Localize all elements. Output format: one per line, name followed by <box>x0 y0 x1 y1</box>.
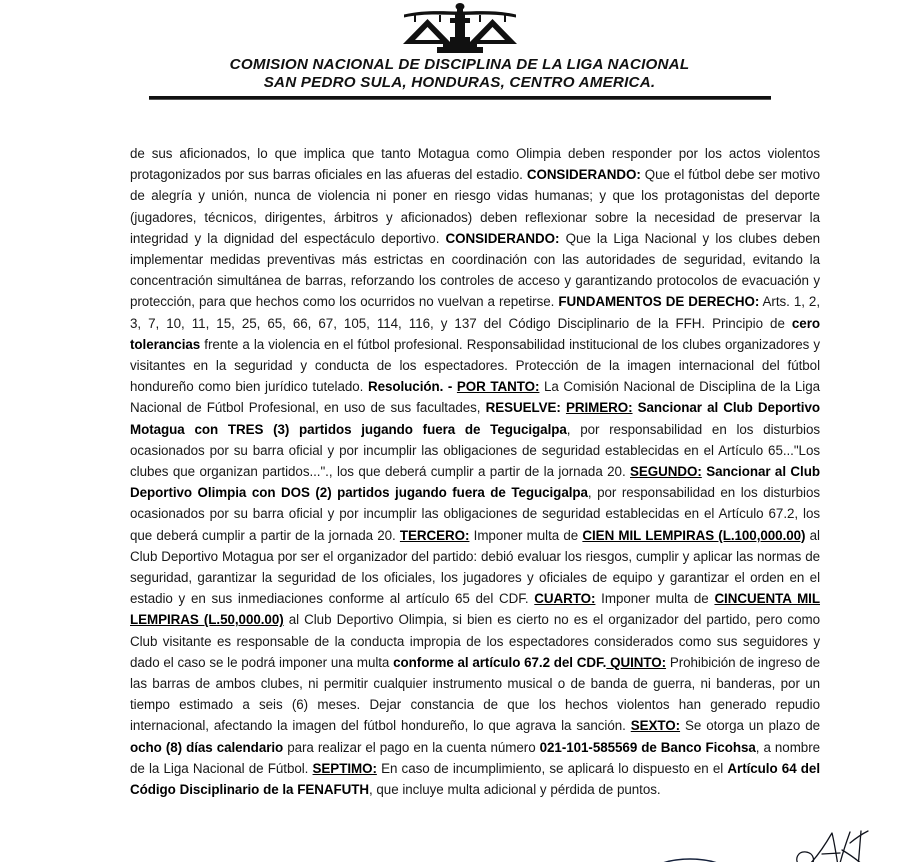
sanction-primero-text: Sancionar al Club Deportivo Motagua con TRES (3) partidos jugando fuera de Tegucigalpa <box>130 400 820 437</box>
heading-segundo: SEGUNDO: <box>630 464 702 480</box>
heading-sexto: SEXTO: <box>630 718 681 734</box>
sanction-segundo-text: Sancionar al Club Deportivo Olimpia con DOS (2) partidos jugando fuera de Tegucigalpa <box>130 464 820 501</box>
text-run: Imponer multa de <box>469 527 583 543</box>
heading-resolucion: Resolución. - <box>367 379 453 395</box>
organization-location-line: SAN PEDRO SULA, HONDURAS, CENTRO AMERICA. <box>263 73 656 91</box>
header-divider-rule <box>149 96 771 100</box>
text-run: al Club Deportivo Motagua por ser el organizador del partido: debió evaluar los riesgos, cumplir y aplicar las normas de seguridad, garantizar la seguridad de los oficiales, los jugadores y oficiales de equipo y garantizar el orden en el estadio y en sus inmediaciones conforme al artículo 65 del CDF. <box>130 527 820 607</box>
text-run: , por responsabilidad en los disturbios ocasionados por su barra oficial y por incumplir las obligaciones de seguridad establecidas en el Artículo 67.2, los que deberá cumplir a partir de la jornada 20. <box>130 485 820 543</box>
signature-and-stamp-area <box>0 826 919 862</box>
text-run: , a nombre de la Liga Nacional de Fútbol. <box>130 739 821 776</box>
heading-cuarto: CUARTO: <box>534 591 596 607</box>
text-run: frente a la violencia en el fútbol profesional. Responsabilidad institucional de los clubes organizadores y visitantes en la seguridad y conducta de los espectadores. Protección de la imagen internacional del fútbol hondureño como bien jurídico tutelado. <box>130 336 820 395</box>
text-run: al Club Deportivo Olimpia, si bien es cierto no es el organizador del partido, pero como Club visitante es responsable de la conducta impropia de los espectadores considerados como sus seguidores y dado el caso se le podrá imponer una multa <box>130 612 820 670</box>
organization-name-line-1: COMISION NACIONAL DE DISCIPLINA DE LA LIGA NACIONAL <box>229 56 690 73</box>
text-run: Prohibición de ingreso de las barras de ambos clubes, ni permitir cualquier instrumento musical o de banda de guerra, ni banderas, por un tiempo estimado a seis (6) meses. Dejar constancia de que los hechos violentos han generado repudio internacional, afectando la imagen del fútbol hondureño, lo que agrava la sanción. <box>130 654 821 734</box>
emphasis-cero-tolerancias: cero tolerancias <box>130 315 820 352</box>
scales-of-justice-icon <box>395 2 525 54</box>
round-official-stamp-icon <box>638 840 742 862</box>
payment-deadline: ocho (8) días calendario <box>130 739 284 755</box>
text-run: , que incluye multa adicional y pérdida de puntos. <box>368 782 661 798</box>
heading-considerando-2: CONSIDERANDO: <box>445 230 560 246</box>
heading-quinto: QUINTO: <box>606 654 667 670</box>
reference-articulo-64: Artículo 64 del Código Disciplinario de la FENAFUTH <box>130 760 820 798</box>
text-run: En caso de incumplimiento, se aplicará lo dispuesto en el <box>376 760 728 776</box>
document-body <box>130 143 820 800</box>
letterhead <box>0 0 919 100</box>
text-run: , por responsabilidad en los disturbios ocasionados por su barra oficial y por incumplir las obligaciones de seguridad establecidas en el Artículo 65..."Los clubes que organizan partidos..."., los que deberá cumplir a partir de la jornada 20. <box>130 421 820 480</box>
bank-account-number: 021-101-585569 de Banco Ficohsa <box>539 739 756 755</box>
handwritten-signature-icon <box>790 828 872 862</box>
text-run: Imponer multa de <box>595 591 715 607</box>
heading-por-tanto: POR TANTO: <box>456 379 540 395</box>
text-run: de sus aficionados, lo que implica que tanto Motagua como Olimpia deben responder por los actos violentos protagonizados por sus barras oficiales en las afueras del estadio. <box>130 146 820 183</box>
heading-primero: PRIMERO: <box>565 400 633 416</box>
text-run: Que la Liga Nacional y los clubes deben implementar medidas preventivas más estrictas en coordinación con las autoridades de seguridad, evitando la concentración simultánea de barras, reforzando los controles de acceso y garantizando protocolos de evacuación y protección, para que hechos como los ocurridos no vuelvan a repetirse. <box>130 230 820 310</box>
text-run: para realizar el pago en la cuenta número <box>283 739 540 755</box>
text-run: Arts. 1, 2, 3, 7, 10, 11, 15, 25, 65, 66, 67, 105, 114, 116, y 137 del Código Disciplinario de la FFH. Principio de <box>130 294 820 331</box>
text-run: Que el fútbol debe ser motivo de alegría y unión, nunca de violencia ni poner en riesgo vidas humanas; y que los protagonistas del deporte (jugadores, técnicos, dirigentes, árbitros y aficionados) deben reflexionar sobre la necesidad de preservar la integridad y la dignidad del espectáculo deportivo. <box>130 167 820 246</box>
text-run: Se otorga un plazo de <box>680 718 820 734</box>
fine-amount-motagua: CIEN MIL LEMPIRAS (L.100,000.00) <box>582 527 806 543</box>
resolution-paragraph <box>130 143 820 800</box>
reference-articulo-67-2: conforme al artículo 67.2 del CDF. <box>393 654 607 670</box>
heading-septimo: SEPTIMO: <box>312 760 377 776</box>
heading-tercero: TERCERO: <box>399 527 470 543</box>
heading-considerando-1: CONSIDERANDO: <box>526 167 641 183</box>
fine-amount-olimpia: CINCUENTA MIL LEMPIRAS (L.50,000.00) <box>130 591 820 628</box>
heading-fundamentos-de-derecho: FUNDAMENTOS DE DERECHO: <box>558 294 760 310</box>
heading-resuelve: RESUELVE: <box>485 400 561 416</box>
text-run: La Comisión Nacional de Disciplina de la Liga Nacional de Fútbol Profesional, en uso de sus facultades, <box>130 379 820 416</box>
